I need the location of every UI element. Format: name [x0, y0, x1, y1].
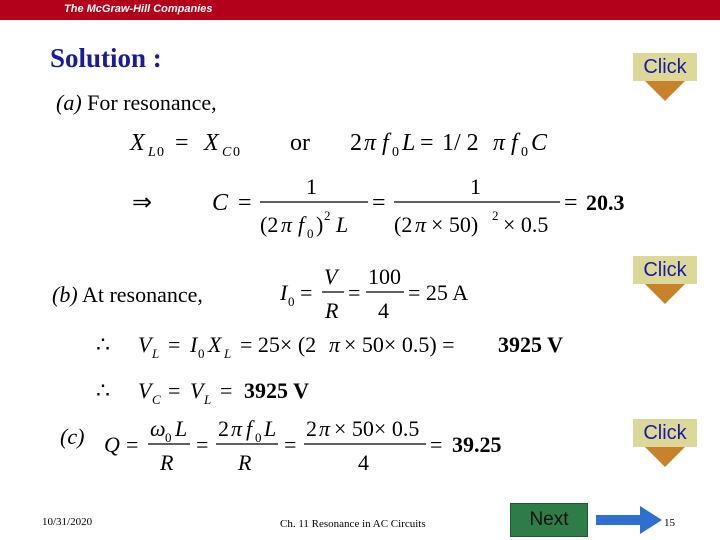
svg-text:0: 0 [198, 346, 205, 361]
svg-text:I: I [190, 332, 198, 357]
svg-text:20.3: 20.3 [586, 190, 625, 215]
arrow-down-icon [645, 81, 685, 101]
svg-text:X: X [130, 130, 145, 156]
svg-text:L: L [152, 346, 160, 361]
equation-current [274, 262, 494, 324]
svg-text:0: 0 [255, 430, 262, 445]
click-button[interactable]: Click [633, 256, 697, 284]
svg-text:∴: ∴ [96, 378, 110, 403]
svg-text:=: = [430, 432, 443, 457]
svg-text:(2: (2 [260, 212, 279, 237]
svg-text:ω: ω [150, 416, 166, 441]
svg-text:100: 100 [368, 264, 401, 289]
slide-title: Solution : [50, 43, 162, 73]
svg-text:0: 0 [521, 145, 528, 160]
svg-text:= 25 A: = 25 A [408, 280, 469, 305]
click-button[interactable]: Click [633, 53, 697, 81]
svg-text:=: = [126, 432, 139, 457]
svg-text:π: π [231, 416, 243, 441]
svg-text:C: C [152, 392, 161, 407]
svg-text:× 50× 0.5) =: × 50× 0.5) = [344, 332, 455, 357]
svg-text:f: f [246, 416, 253, 441]
svg-text:L: L [224, 346, 232, 361]
svg-text:R: R [238, 450, 252, 475]
svg-text:× 0.5: × 0.5 [503, 212, 549, 237]
svg-text:L: L [148, 145, 156, 160]
svg-text:=: = [238, 190, 252, 216]
svg-text:X: X [204, 130, 219, 156]
svg-text:1: 1 [470, 174, 481, 199]
svg-text:Q: Q [104, 432, 120, 457]
svg-text:0: 0 [157, 145, 164, 160]
svg-text:π: π [493, 130, 506, 156]
part-b-text: At resonance, [81, 282, 203, 307]
equation-capacitor-voltage [96, 372, 396, 408]
svg-text:2: 2 [218, 416, 229, 441]
svg-text:=: = [300, 280, 313, 305]
svg-text:=: = [196, 432, 209, 457]
part-c-label [60, 424, 84, 450]
part-a-label [56, 90, 217, 116]
svg-text:π: π [364, 130, 377, 156]
part-b-marker: (b) [52, 282, 78, 307]
svg-text:39.25: 39.25 [452, 432, 502, 457]
svg-text:f: f [511, 130, 518, 156]
svg-text:R: R [160, 450, 174, 475]
arrow-right-icon [596, 506, 662, 534]
svg-text:f: f [298, 212, 305, 237]
svg-text:or: or [290, 130, 310, 156]
svg-text:⇒: ⇒ [132, 190, 153, 216]
svg-text:): ) [316, 212, 324, 237]
click-button[interactable]: Click [633, 419, 697, 447]
svg-text:π: π [329, 332, 341, 357]
svg-text:I: I [280, 280, 288, 305]
svg-text:π: π [415, 212, 427, 237]
svg-text:R: R [325, 298, 339, 323]
svg-text:=: = [564, 190, 578, 216]
svg-text:=: = [175, 130, 189, 156]
svg-text:L: L [336, 212, 349, 237]
footer-chapter: Ch. 11 Resonance in AC Circuits [280, 518, 426, 530]
svg-text:0: 0 [307, 226, 314, 241]
page-number: 15 [664, 517, 675, 529]
svg-text:1: 1 [306, 174, 317, 199]
svg-text:∴: ∴ [96, 332, 110, 357]
svg-text:π: π [281, 212, 293, 237]
part-c-marker: (c) [60, 424, 85, 449]
equation-capacitance [128, 172, 648, 242]
svg-text:=: = [372, 190, 386, 216]
svg-text:0: 0 [288, 294, 295, 309]
svg-text:=: = [168, 378, 181, 403]
svg-text:=: = [348, 280, 361, 305]
svg-text:= 25× (2: = 25× (2 [240, 332, 317, 357]
svg-text:3925 V: 3925 V [498, 332, 563, 357]
part-b-label [52, 282, 203, 308]
svg-text:f: f [382, 130, 389, 156]
svg-text:C: C [222, 145, 232, 160]
svg-text:=: = [420, 130, 434, 156]
svg-text:3925 V: 3925 V [244, 378, 309, 403]
svg-text:V: V [138, 378, 152, 403]
svg-text:L: L [264, 416, 277, 441]
svg-text:(2: (2 [394, 212, 413, 237]
svg-text:V: V [324, 264, 338, 289]
svg-text:2: 2 [324, 208, 331, 223]
footer-date: 10/31/2020 [42, 516, 93, 528]
svg-text:V: V [138, 332, 152, 357]
svg-text:2: 2 [306, 416, 317, 441]
svg-text:L: L [402, 130, 416, 156]
part-a-text: For resonance, [87, 90, 217, 115]
svg-text:0: 0 [165, 430, 172, 445]
next-button[interactable]: Next [510, 503, 588, 537]
publisher-logo: The McGraw-Hill Companies [64, 3, 213, 15]
svg-text:C: C [531, 130, 548, 156]
svg-text:C: C [212, 190, 229, 216]
arrow-down-icon [645, 284, 685, 304]
equation-inductor-voltage [96, 326, 596, 362]
svg-text:X: X [208, 332, 222, 357]
svg-text:1/ 2: 1/ 2 [442, 130, 479, 156]
svg-text:4: 4 [358, 450, 369, 475]
svg-text:π: π [319, 416, 331, 441]
svg-text:2: 2 [492, 208, 499, 223]
part-a-marker: (a) [56, 90, 82, 115]
svg-text:× 50): × 50) [431, 212, 479, 237]
svg-text:L: L [204, 392, 212, 407]
svg-text:0: 0 [392, 145, 399, 160]
svg-text:=: = [284, 432, 297, 457]
svg-text:4: 4 [378, 298, 389, 323]
svg-text:V: V [190, 378, 204, 403]
equation-quality-factor [100, 412, 520, 478]
svg-text:=: = [220, 378, 233, 403]
svg-text:0: 0 [233, 145, 240, 160]
svg-text:=: = [168, 332, 181, 357]
arrow-down-icon [645, 447, 685, 467]
svg-text:2: 2 [350, 130, 362, 156]
svg-text:L: L [175, 416, 188, 441]
svg-text:× 50× 0.5: × 50× 0.5 [334, 416, 420, 441]
